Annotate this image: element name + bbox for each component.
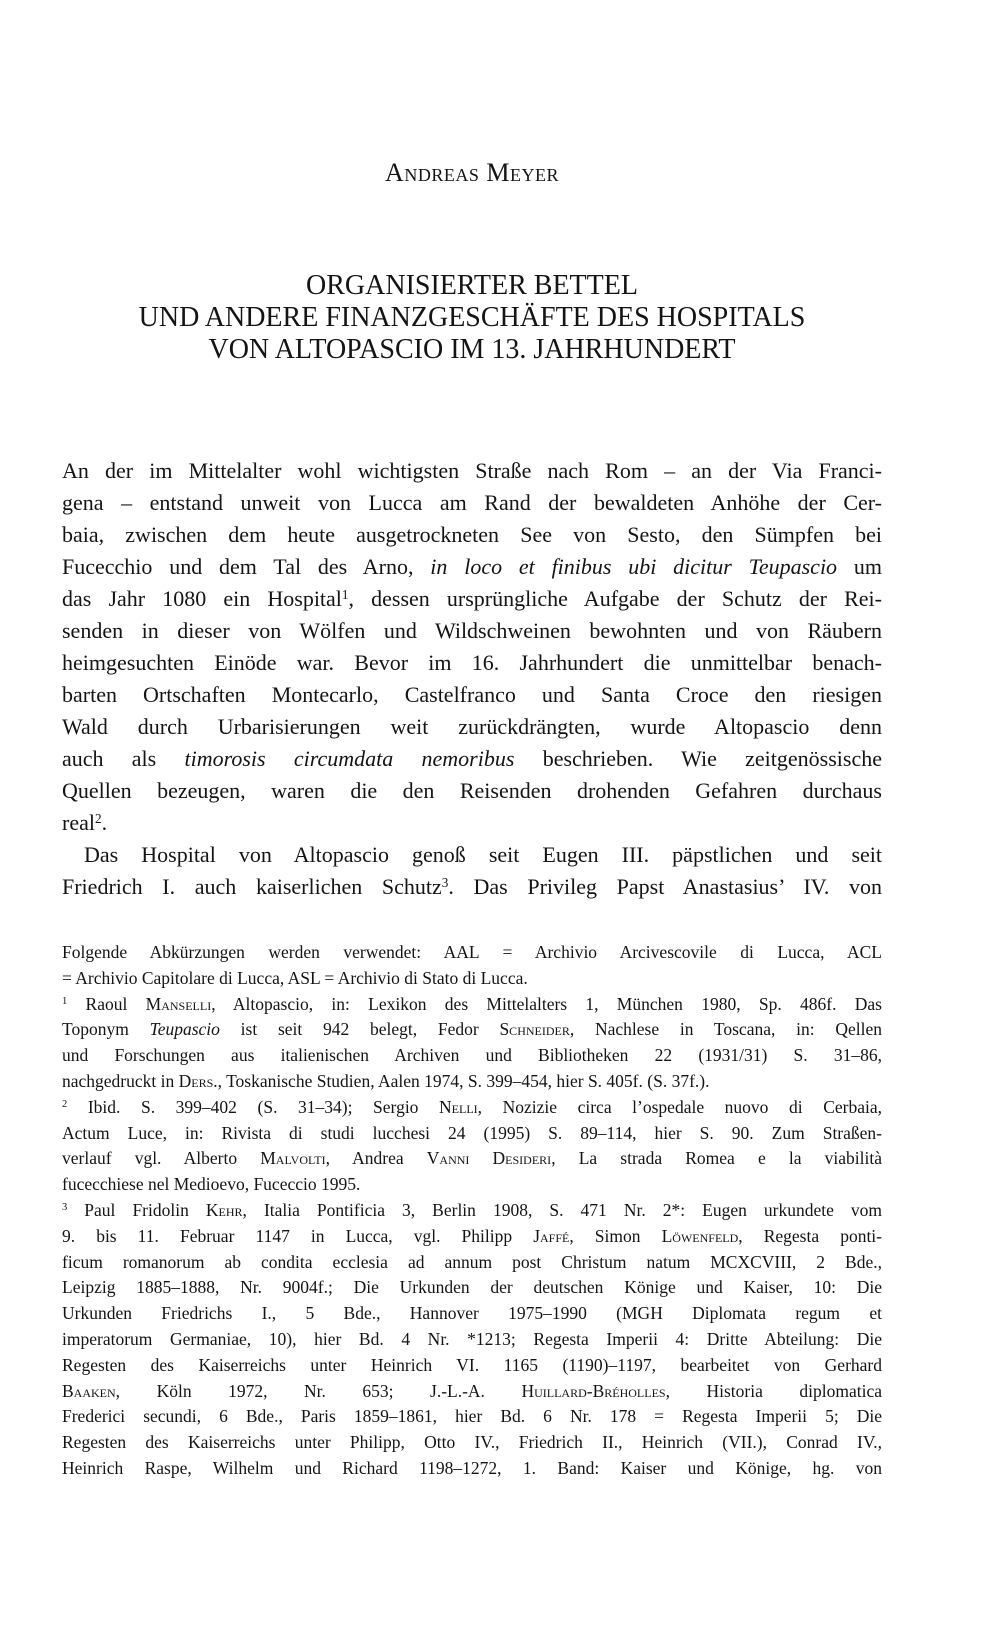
title-line: UND ANDERE FINANZGESCHÄFTE DES HOSPITALS [138,302,806,333]
footnote-line: und Forschungen aus italienischen Archiven und Bibliotheken 22 (1931/31) S. 31–86, [62,1045,882,1066]
footnote-line: = Archivio Capitolare di Lucca, ASL = Archivio di Stato di Lucca. [62,967,528,988]
footnote-ref: 2 [94,810,102,826]
body-line: heimgesuchten Einöde war. Bevor im 16. Jahrhundert die unmittelbar benach- [62,650,882,675]
body-line: Fucecchio und dem Tal des Arno, in loco et finibus ubi dicitur Teupascio um [62,554,882,579]
body-line: real$^2$. [62,810,108,835]
footnote-line: Frederici secundi, 6 Bde., Paris 1859–1861, hier Bd. 6 Nr. 178 = Regesta Imperii 5; Die [62,1406,882,1427]
author-surname: Kehr [205,1199,243,1220]
footnote-line: fucecchiese nel Medioevo, Fuceccio 1995. [62,1174,361,1195]
footnote-line: $^3$ Paul Fridolin Kehr, Italia Pontificia 3, Berlin 1908, S. 471 Nr. 2*: Eugen urkundete vom [62,1199,883,1220]
body-line: An der im Mittelalter wohl wichtigsten Straße nach Rom – an der Via Franci- [62,458,882,483]
author-surname: Vanni Desideri [426,1148,552,1169]
article-title [62,270,882,366]
body-line: senden in dieser von Wölfen und Wildschweinen bewohnten und von Räubern [62,618,882,643]
footnote-ref: 3 [441,874,449,890]
body-text [62,455,882,903]
body-line: auch als timorosis circumdata nemoribus beschrieben. Wie zeitgenössische [62,746,882,771]
author-surname: Nelli [439,1096,478,1117]
footnote-number: 2 [62,1099,68,1111]
body-line: Friedrich I. auch kaiserlichen Schutz$^3$. Das Privileg Papst Anastasius’ IV. von [62,874,882,899]
footnote-line: Baaken, Köln 1972, Nr. 653; J.-L.-A. Huillard-Bréholles, Historia diplomatica [62,1380,882,1401]
body-line: gena – entstand unweit von Lucca am Rand der bewaldeten Anhöhe der Cer- [62,490,882,515]
footnote-line: Heinrich Raspe, Wilhelm und Richard 1198–1272, 1. Band: Kaiser und Könige, hg. von [62,1457,882,1478]
body-line: Wald durch Urbarisierungen weit zurückdrängten, wurde Altopascio denn [62,714,882,739]
body-line: barten Ortschaften Montecarlo, Castelfranco und Santa Croce den riesigen [62,682,882,707]
footnote-number: 3 [62,1202,68,1214]
footnote-number: 1 [62,995,68,1007]
footnote-line: Folgende Abkürzungen werden verwendet: AAL = Archivio Arcivescovile di Lucca, ACL [62,942,882,962]
footnote-line: Toponym Teupascio ist seit 942 belegt, Fedor Schneider, Nachlese in Toscana, in: Qellen [62,1019,882,1040]
footnote-line: Regesten des Kaiserreichs unter Philipp, Otto IV., Friedrich II., Heinrich (VII.), Conrad IV., [62,1432,882,1453]
footnote-line: verlauf vgl. Alberto Malvolti, Andrea Vanni Desideri, La strada Romea e la viabilità [62,1148,882,1169]
author-surname: Malvolti [260,1148,326,1169]
footnote-line: Leipzig 1885–1888, Nr. 9004f.; Die Urkunden der deutschen Könige und Kaiser, 10: Die [62,1277,882,1298]
footnote-line: ficum romanorum ab condita ecclesia ad annum post Christum natum MCXCVIII, 2 Bde., [62,1251,882,1272]
footnote-line: $^1$ Raoul Manselli, Altopascio, in: Lexikon des Mittelalters 1, München 1980, Sp. 486f. Das [62,993,882,1014]
body-line: das Jahr 1080 ein Hospital$^1$, dessen ursprüngliche Aufgabe der Schutz der Rei- [62,586,882,611]
title-line: VON ALTOPASCIO IM 13. JAHRHUNDERT [208,334,736,365]
author-name: Andreas Meyer [385,158,559,187]
footnote-line: $^2$ Ibid. S. 399–402 (S. 31–34); Sergio Nelli, Nozizie circa l’ospedale nuovo di Cerbaia, [62,1096,882,1117]
footnote-ref: 1 [341,586,349,602]
footnote-line: imperatorum Germaniae, 10), hier Bd. 4 Nr. *1213; Regesta Imperii 4: Dritte Abteilung: Die [62,1328,882,1349]
footnotes [62,940,882,1482]
title-line: ORGANISIERTER BETTEL [306,270,638,301]
footnote-line: Actum Luce, in: Rivista di studi lucchesi 24 (1995) S. 89–114, hier S. 90. Zum Straßen- [62,1122,882,1143]
footnote-line: nachgedruckt in Ders., Toskanische Studien, Aalen 1974, S. 399–454, hier S. 405f. (S. 37f.). [62,1070,710,1091]
author-surname: Ders [178,1070,214,1091]
author-surname: Schneider [499,1019,570,1040]
footnote-line: Regesten des Kaiserreichs unter Heinrich VI. 1165 (1190)–1197, bearbeitet von Gerhard [62,1354,882,1375]
author-surname: Manselli [145,993,212,1014]
body-line: Quellen bezeugen, waren die den Reisenden drohenden Gefahren durchaus [62,778,882,803]
body-line: baia, zwischen dem heute ausgetrockneten See von Sesto, den Sümpfen bei [62,522,882,547]
author-surname: Löwenfeld [661,1225,739,1246]
footnote-line: 9. bis 11. Februar 1147 in Lucca, vgl. Philipp Jaffé, Simon Löwenfeld, Regesta ponti- [62,1225,882,1246]
latin-quote: timorosis circumdata nemoribus [184,746,515,771]
author-surname: Jaffé [533,1225,570,1246]
author-surname: Huillard-Bréholles [521,1380,666,1401]
body-line: Das Hospital von Altopascio genoß seit Eugen III. päpstlichen und seit [84,842,882,867]
toponym: Teupascio [149,1019,220,1040]
latin-quote: in loco et finibus ubi dicitur Teupascio [430,554,838,579]
author-surname: Baaken [62,1380,116,1401]
footnote-line: Urkunden Friedrichs I., 5 Bde., Hannover 1975–1990 (MGH Diplomata regum et [62,1303,882,1324]
